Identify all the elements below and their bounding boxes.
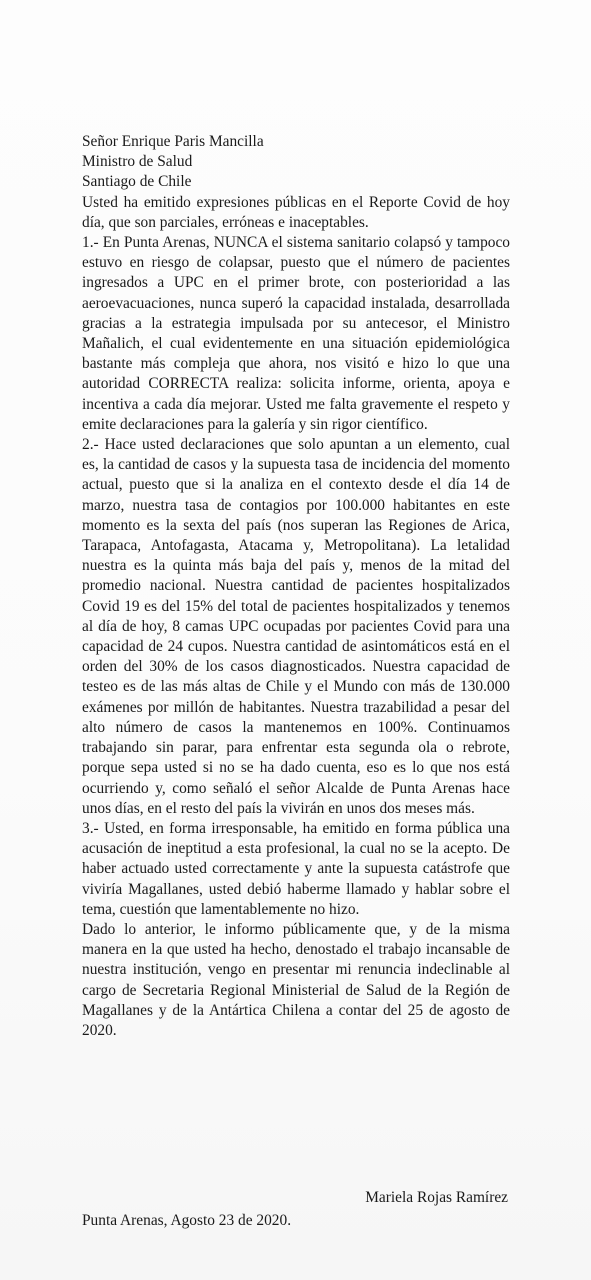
letter-body <box>82 132 510 1041</box>
recipient-place: Santiago de Chile <box>82 173 192 191</box>
closing-paragraph: Dado lo anterior, le informo públicamente que, y de la misma manera en la que usted ha hecho, denostado el trabajo incansable de nuestra institución, vengo en presentar mi renuncia indeclinable al cargo de Secretaria Regional Ministerial de Salud de la Región de Magallanes y de la Antártica Chilena a contar del 25 de agosto de 2020. <box>82 920 510 1039</box>
point-1-paragraph: 1.- En Punta Arenas, NUNCA el sistema sanitario colapsó y tampoco estuvo en riesgo de colapsar, puesto que el número de pacientes ingresados a UPC en el primer brote, con posterioridad a las aeroevacuaciones, nunca superó la capacidad instalada, desarrollada gracias a la estrategia impulsada por su antecesor, el Ministro Mañalich, el cual evidentemente en una situación epidemiológica bastante más compleja que ahora, nos visitó e hizo lo que una autoridad CORRECTA realiza: solicita informe, orienta, apoya e incentiva a cada día mejorar. Usted me falta gravemente el respeto y emite declaraciones para la galería y sin rigor científico. <box>82 234 510 433</box>
point-3-paragraph: 3.- Usted, en forma irresponsable, ha emitido en forma pública una acusación de ineptitud a esta profesional, la cual no se la acepto. De haber actuado usted correctamente y ante la supuesta catástrofe que viviría Magallanes, usted debió haberme llamado y hablar sobre el tema, cuestión que lamentablemente no hizo. <box>82 819 510 918</box>
recipient-name: Señor Enrique Paris Mancilla <box>82 133 264 150</box>
recipient-title: Ministro de Salud <box>82 153 193 171</box>
intro-paragraph: Usted ha emitido expresiones públicas en el Reporte Covid de hoy día, que son parciales, erróneas e inaceptables. <box>82 193 510 231</box>
point-2-paragraph: 2.- Hace usted declaraciones que solo apuntan a un elemento, cual es, la cantidad de casos y la supuesta tasa de incidencia del momento actual, puesto que si la analiza en el contexto desde el día 14 de marzo, nuestra tasa de contagios por 100.000 habitantes en este momento es la sexta del país (nos superan las Regiones de Arica, Tarapaca, Antofagasta, Atacama y, Metropolitana). La letalidad nuestra es la quinta más baja del país y, menos de la mitad del promedio nacional. Nuestra cantidad de pacientes hospitalizados Covid 19 es del 15% del total de pacientes hospitalizados y tenemos al día de hoy, 8 camas UPC ocupadas por pacientes Covid para una capacidad de 24 cupos. Nuestra cantidad de asintomáticos está en el orden del 30% de los casos diagnosticados. Nuestra capacidad de testeo es de las más altas de Chile y el Mundo con más de 130.000 exámenes por millón de habitantes. Nuestra trazabilidad a pesar del alto número de casos la mantenemos en 100%. Continuamos trabajando sin parar, para enfrentar esta segunda ola o rebrote, porque sepa usted si no se ha dado cuenta, eso es lo que nos está ocurriendo y, como señaló el señor Alcalde de Punta Arenas hace unos días, en el resto del país la vivirán en unos dos meses más. <box>82 436 510 817</box>
place-and-date: Punta Arenas, Agosto 23 de 2020. <box>82 1212 292 1229</box>
signer-name: Mariela Rojas Ramírez <box>365 1189 508 1206</box>
